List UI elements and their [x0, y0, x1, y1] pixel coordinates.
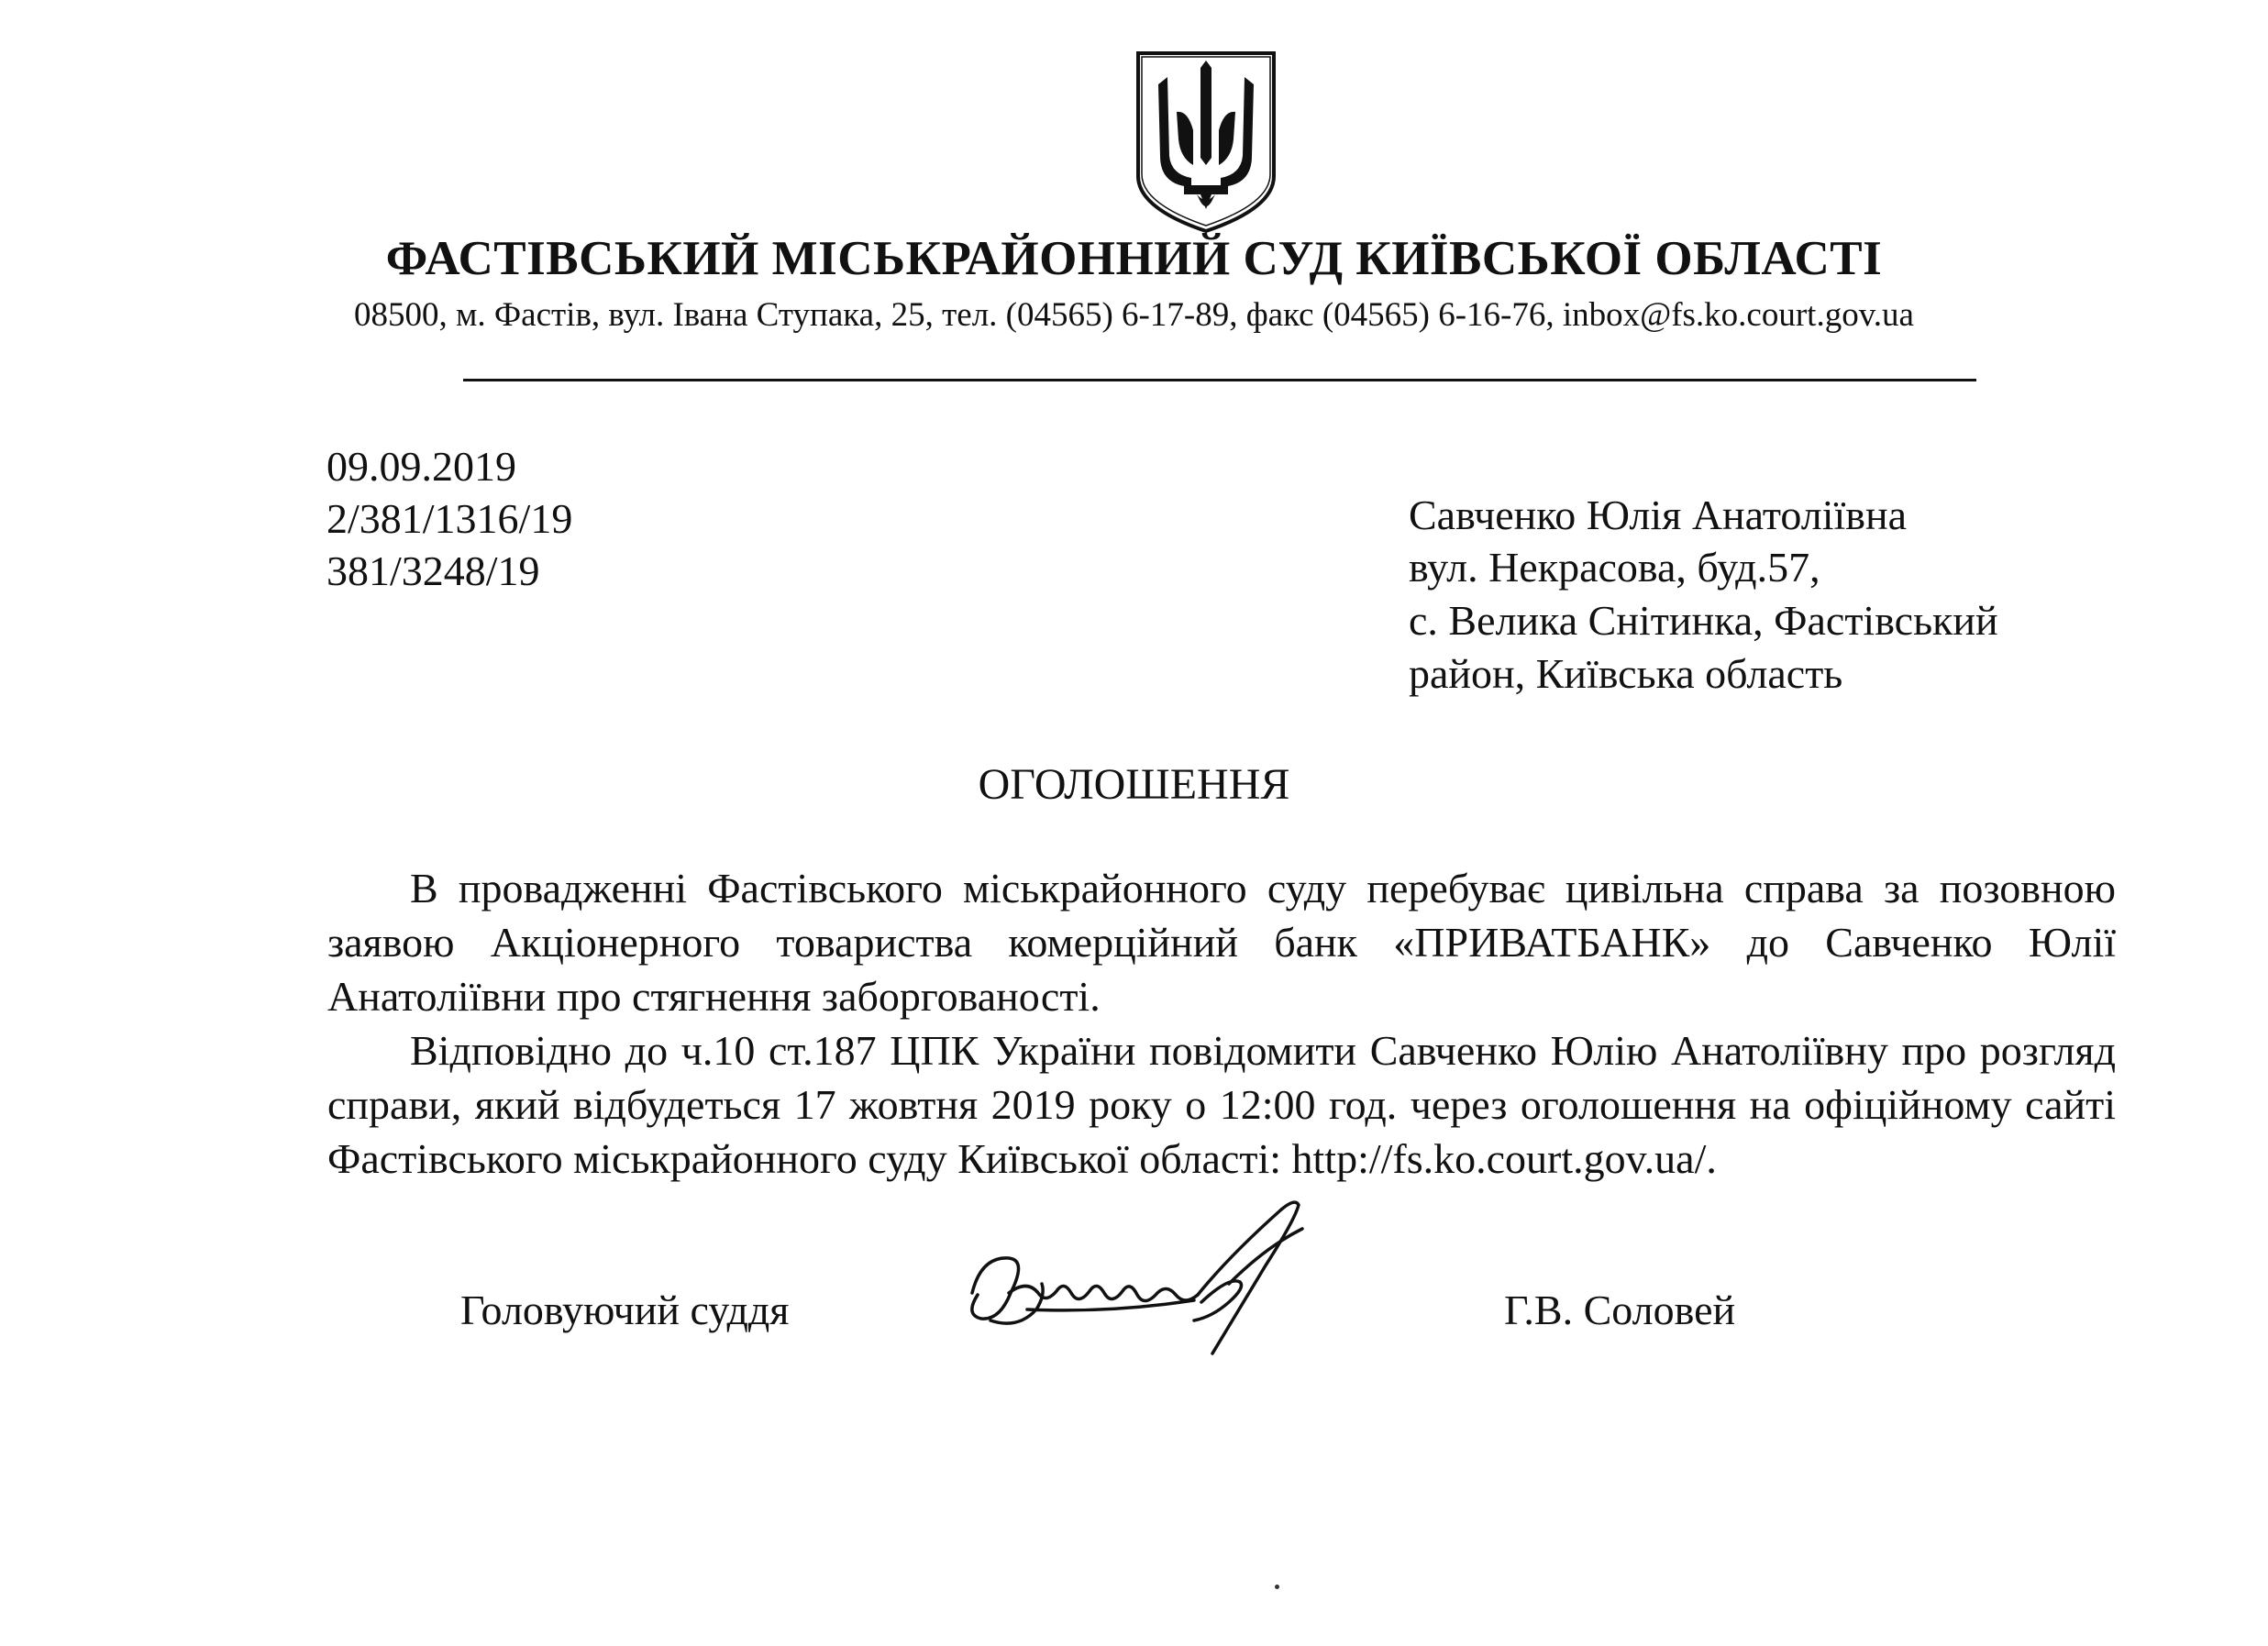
paragraph-case-info: В провадженні Фастівського міськрайонного суду перебуває цивільна справа за позовною заявою Акціонерного товариства комерційний банк «ПРИВАТБАНК» до Савченко Юлії Анатоліївни про стягнення заборгованості. [327, 865, 2116, 1020]
recipient-village: с. Велика Снітинка, Фастівський [1409, 597, 1998, 644]
case-number-1: 2/381/1316/19 [326, 495, 573, 542]
recipient-street: вул. Некрасова, буд.57, [1409, 544, 1820, 591]
header-divider [463, 379, 1976, 381]
recipient-name: Савченко Юлія Анатоліївна [1409, 492, 1908, 538]
handwritten-signature-icon [954, 1192, 1348, 1366]
paragraph-hearing-notice: Відповідно до ч.10 ст.187 ЦПК України повідомити Савченко Юлію Анатоліївну про розгляд справи, який відбудеться 17 жовтня 2019 року о 12:00 год. через оголошення на офіційному сайті Фастівського міськрайонного суду Київської області: http://fs.ko.court.gov.ua/. [327, 1027, 2116, 1182]
judge-role: Головуючий суддя [460, 1287, 790, 1333]
court-name: ФАСТІВСЬКИЙ МІСЬКРАЙОННИЙ СУД КИЇВСЬКОЇ ОБЛАСТІ [385, 232, 1883, 285]
notice-body [327, 861, 2116, 1186]
notice-title: ОГОЛОШЕННЯ [978, 760, 1290, 809]
recipient-region: район, Київська область [1409, 650, 1843, 697]
court-contacts: 08500, м. Фастів, вул. Івана Ступака, 25, тел. (04565) 6-17-89, факс (04565) 6-16-76, inbox@fs.ko.court.gov.ua [354, 296, 1914, 334]
trident-emblem-icon [1133, 48, 1279, 236]
judge-name: Г.В. Соловей [1504, 1287, 1736, 1333]
case-number-2: 381/3248/19 [326, 547, 540, 594]
letter-date: 09.09.2019 [326, 443, 516, 490]
scan-speck [1275, 1585, 1279, 1589]
